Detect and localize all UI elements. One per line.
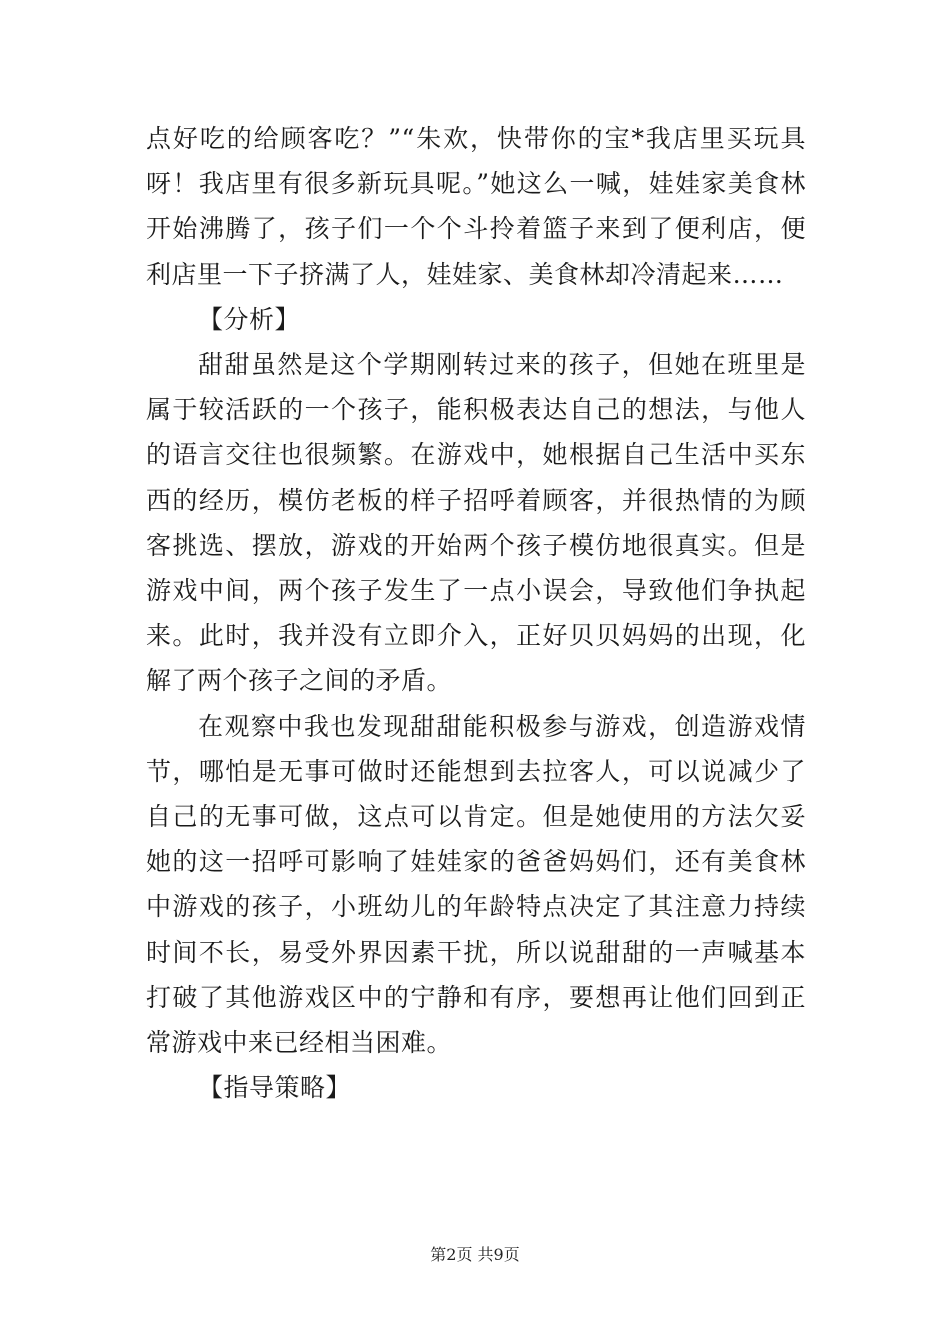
section-heading-guidance: 【指导策略】	[198, 1073, 352, 1103]
paragraph-analysis-1: 甜甜虽然是这个学期刚转过来的孩子，但她在班里是属于较活跃的一个孩子，能积极表达自己的想法，与他人的语言交往也很频繁。在游戏中，她根据自己生活中买东西的经历，模仿老板的样子招呼着顾客，并很热情的为顾客挑选、摆放，游戏的开始两个孩子模仿地很真实。但是游戏中间，两个孩子发生了一点小误会，导致他们争执起来。此时，我并没有立即介入，正好贝贝妈妈的出现，化解了两个孩子之间的矛盾。	[146, 350, 806, 696]
paragraph-continuation: 点好吃的给顾客吃？”“朱欢，快带你的宝*我店里买玩具呀！我店里有很多新玩具呢。”她这么一喊，娃娃家美食林开始沸腾了，孩子们一个个斗拎着篮子来到了便利店，便利店里一下子挤满了人，娃娃家、美食林却冷清起来……	[146, 124, 806, 289]
page-number-footer: 第2页 共9页	[430, 1245, 520, 1264]
section-heading-analysis: 【分析】	[198, 304, 301, 334]
document-body	[146, 116, 806, 1110]
paragraph-analysis-2: 在观察中我也发现甜甜能积极参与游戏，创造游戏情节，哪怕是无事可做时还能想到去拉客人，可以说减少了自己的无事可做，这点可以肯定。但是她使用的方法欠妥她的这一招呼可影响了娃娃家的爸爸妈妈们，还有美食林中游戏的孩子，小班幼儿的年龄特点决定了其注意力持续时间不长，易受外界因素干扰，所以说甜甜的一声喊基本打破了其他游戏区中的宁静和有序，要想再让他们回到正常游戏中来已经相当困难。	[146, 711, 806, 1058]
